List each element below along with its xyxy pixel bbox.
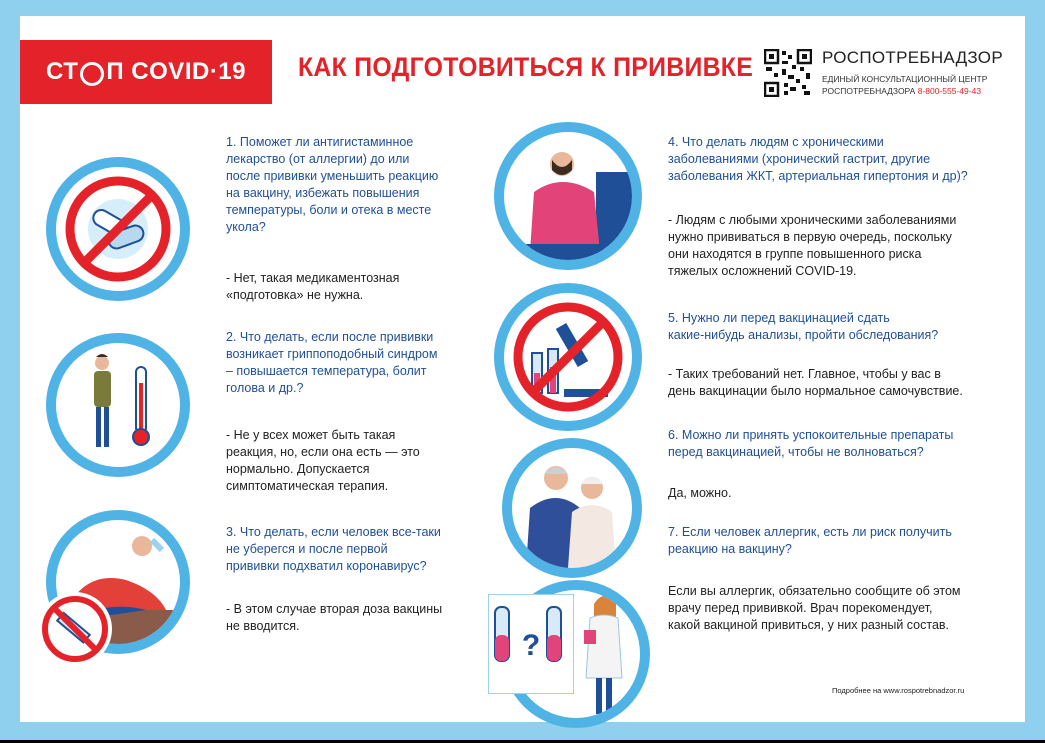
org-subtitle-2-text: РОСПОТРЕБНАДЗОРА xyxy=(822,86,916,96)
svg-text:?: ? xyxy=(521,629,541,662)
question-1-line: лекарство (от аллергии) до или xyxy=(226,152,410,166)
question-4-line: заболевания ЖКТ, артериальная гипертония и др)? xyxy=(668,169,968,183)
question-1-line: 1. Поможет ли антигистаминное xyxy=(226,135,414,149)
question-1-line: температуры, боли и отека в месте xyxy=(226,203,432,217)
question-4 xyxy=(668,134,968,185)
answer-5-line: - Таких требований нет. Главное, чтобы у вас в xyxy=(668,367,941,381)
question-1 xyxy=(226,134,438,236)
answer-4 xyxy=(668,212,956,280)
answer-3 xyxy=(226,601,442,635)
test-tube-question-icon xyxy=(488,594,574,694)
answer-5-line: день вакцинации было нормальное самочувствие. xyxy=(668,384,963,398)
footer-link[interactable]: Подробнее на www.rospotrebnadzor.ru xyxy=(832,686,965,695)
hotline-phone: 8-800-555-49-43 xyxy=(917,86,982,96)
question-4-line: 4. Что делать людям с хроническими xyxy=(668,135,884,149)
org-subtitle: ЕДИНЫЙ КОНСУЛЬТАЦИОННЫЙ ЦЕНТР xyxy=(822,74,988,84)
answer-7-line: какой вакциной привиться, у них разный состав. xyxy=(668,618,950,632)
question-2-line: – повышается температура, болит xyxy=(226,364,427,378)
answer-4-line: - Людям с любыми хроническими заболеваниями xyxy=(668,213,957,227)
question-6 xyxy=(668,427,953,461)
answer-2-line: симптоматическая терапия. xyxy=(226,479,389,493)
question-3-line: не уберегся и после первой xyxy=(226,542,388,556)
question-3-line: 3. Что делать, если человек все-таки xyxy=(226,525,441,539)
question-2-line: голова и др.? xyxy=(226,381,304,395)
qr-code-icon xyxy=(764,49,812,97)
question-2-line: возникает гриппоподобный синдром xyxy=(226,347,438,361)
org-name: РОСПОТРЕБНАДЗОР xyxy=(822,48,1003,67)
question-6-line: перед вакцинацией, чтобы не волноваться? xyxy=(668,445,924,459)
answer-1-line: «подготовка» не нужна. xyxy=(226,288,364,302)
stop-label-rest: П COVID·19 xyxy=(106,58,247,85)
question-7-line: 7. Если человек аллергик, есть ли риск получить xyxy=(668,525,952,539)
calm-couple-icon xyxy=(502,438,642,578)
question-4-line: заболеваниями (хронический гастрит, другие xyxy=(668,152,931,166)
answer-3-line: не вводится. xyxy=(226,619,300,633)
answer-5 xyxy=(668,366,963,400)
question-3 xyxy=(226,524,441,575)
answer-6-line: Да, можно. xyxy=(668,486,732,500)
question-7 xyxy=(668,524,952,558)
stop-label: СТ xyxy=(45,58,79,85)
answer-2 xyxy=(226,427,420,495)
question-5-line: 5. Нужно ли перед вакцинацией сдать xyxy=(668,311,890,325)
question-2-line: 2. Что делать, если после прививки xyxy=(226,330,434,344)
question-2 xyxy=(226,329,437,397)
fever-thermometer-icon xyxy=(46,333,190,477)
page-title: КАК ПОДГОТОВИТЬСЯ К ПРИВИВКЕ xyxy=(298,52,754,82)
answer-2-line: реакция, но, если она есть — это xyxy=(226,445,420,459)
answer-7 xyxy=(668,583,961,634)
question-7-line: реакцию на вакцину? xyxy=(668,542,792,556)
question-1-line: укола? xyxy=(226,220,266,234)
question-5 xyxy=(668,310,938,344)
question-6-line: 6. Можно ли принять успокоительные препараты xyxy=(668,428,954,442)
answer-4-line: они находятся в группе повышенного риска xyxy=(668,247,922,261)
virus-icon xyxy=(80,62,104,86)
answer-3-line: - В этом случае вторая доза вакцины xyxy=(226,602,443,616)
stop-covid-banner xyxy=(20,40,272,104)
syringe-prohibited-icon xyxy=(38,592,112,666)
question-1-line: на вакцину, избежать повышения xyxy=(226,186,420,200)
question-1-line: после прививки уменьшить реакцию xyxy=(226,169,439,183)
question-5-line: какие-нибудь анализы, пройти обследования? xyxy=(668,328,939,342)
answer-7-line: Если вы аллергик, обязательно сообщите об этом xyxy=(668,584,961,598)
pills-prohibited-icon xyxy=(46,157,190,301)
chronic-patient-icon xyxy=(494,122,642,270)
org-subtitle-2 xyxy=(822,86,981,96)
answer-2-line: нормально. Допускается xyxy=(226,462,370,476)
question-3-line: прививки подхватил коронавирус? xyxy=(226,559,427,573)
answer-7-line: врачу перед прививкой. Врач порекомендует, xyxy=(668,601,933,615)
answer-6 xyxy=(668,485,731,502)
answer-4-line: тяжелых осложнений COVID-19. xyxy=(668,264,857,278)
answer-4-line: нужно прививаться в первую очередь, поскольку xyxy=(668,230,952,244)
microscope-prohibited-icon xyxy=(494,283,642,431)
answer-1-line: - Нет, такая медикаментозная xyxy=(226,271,400,285)
answer-2-line: - Не у всех может быть такая xyxy=(226,428,396,442)
infographic-sheet xyxy=(20,16,1025,722)
answer-1 xyxy=(226,270,399,304)
